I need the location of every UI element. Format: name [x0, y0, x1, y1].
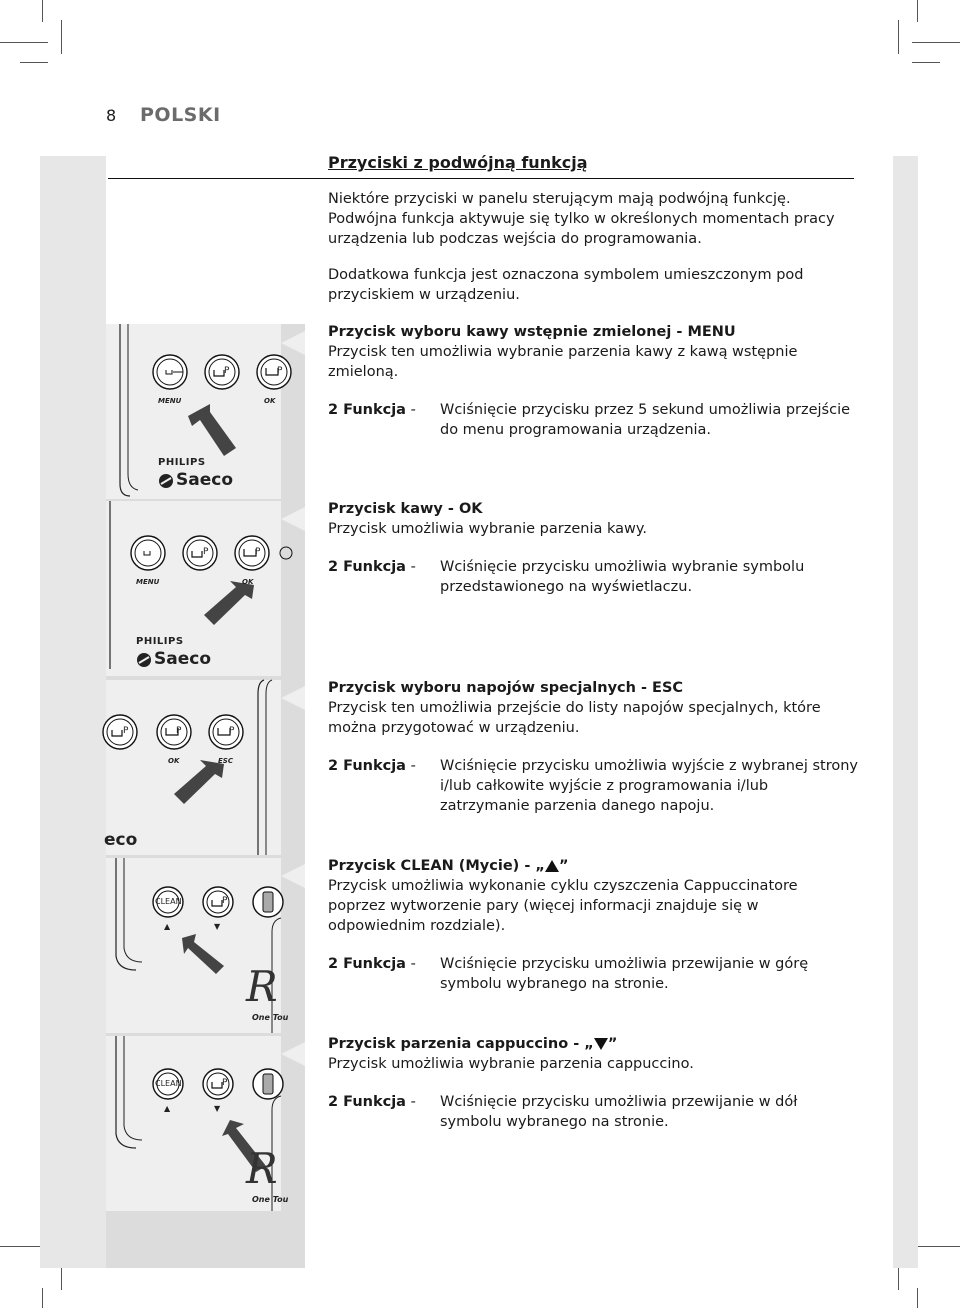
function-text: Wciśnięcie przycisku umożliwia przewijanie w dół symbolu wybranego na stronie.	[440, 1094, 798, 1130]
button-description: Przycisk ten umożliwia przejście do listy napojów specjalnych, które można przygotować w urządzeniu.	[328, 700, 821, 736]
triangle-up-icon: ▲	[164, 922, 171, 931]
saeco-logo-icon: Saeco	[154, 649, 212, 669]
button-block-esc	[328, 678, 858, 816]
illustration-panel-menu	[106, 324, 281, 499]
p-label: P	[222, 896, 228, 906]
menu-label: MENU	[158, 397, 182, 405]
philips-logo: PHILIPS	[158, 457, 206, 468]
function-text: Wciśnięcie przycisku przez 5 sekund umożliwia przejście do menu programowania urządzenia.	[440, 402, 851, 438]
function-text: Wciśnięcie przycisku umożliwia przewijanie w górę symbolu wybranego na stronie.	[440, 956, 809, 992]
r-logo: R	[246, 1144, 278, 1193]
intro-section	[328, 152, 858, 321]
arrow-icon	[188, 404, 236, 456]
clean-label: CLEAN	[155, 897, 182, 906]
left-margin-band	[40, 156, 106, 1268]
triangle-up-icon: ▲	[164, 1104, 171, 1113]
button-title: Przycisk wyboru kawy wstępnie zmielonej - MENU	[328, 324, 736, 340]
one-touch-label: One Tou	[252, 1013, 289, 1022]
function-text: Wciśnięcie przycisku umożliwia wybranie symbolu przedstawionego na wyświetlaczu.	[440, 559, 805, 595]
crop-mark	[61, 20, 62, 54]
clean-label: CLEAN	[155, 1079, 182, 1088]
second-function	[328, 1092, 858, 1132]
button-block-ok	[328, 499, 858, 597]
panel-pointer	[281, 507, 305, 531]
panel-pointer	[281, 331, 305, 355]
p-label: P	[176, 726, 182, 736]
language-heading: POLSKI	[140, 104, 221, 126]
p-label: P	[224, 366, 230, 376]
crop-mark	[912, 42, 960, 43]
crop-mark	[20, 62, 48, 63]
function-label: 2 Funkcja -	[328, 1094, 416, 1110]
button-title: Przycisk parzenia cappuccino - „ ”	[328, 1036, 618, 1052]
p-label: P	[203, 547, 209, 557]
second-function	[328, 557, 858, 597]
arrow-icon	[204, 581, 254, 625]
illustration-panel-cappuccino	[106, 1036, 289, 1211]
illustration-panel-ok	[106, 501, 281, 676]
panel-pointer	[281, 1042, 305, 1066]
section-title: Przyciski z podwójną funkcją	[328, 153, 588, 172]
function-label: 2 Funkcja -	[328, 559, 416, 575]
arrow-icon	[182, 934, 224, 974]
ok-label: OK	[264, 397, 276, 405]
triangle-down-icon: ▼	[214, 1104, 221, 1113]
button-title: Przycisk wyboru napojów specjalnych - ESC	[328, 680, 684, 696]
function-label: 2 Funkcja -	[328, 956, 416, 972]
button-title: Przycisk kawy - OK	[328, 501, 483, 517]
crop-mark	[0, 42, 48, 43]
panel-pointer	[281, 864, 305, 888]
illustration-panel-esc	[106, 680, 281, 855]
function-text: Wciśnięcie przycisku umożliwia wyjście z wybranej strony i/lub całkowite wyjście z programowania i/lub zatrzymanie parzenia danego napoju.	[440, 758, 859, 814]
button-description: Przycisk umożliwia wybranie parzenia cappuccino.	[328, 1056, 694, 1072]
one-touch-label: One Tou	[252, 1195, 289, 1204]
button-description: Przycisk umożliwia wykonanie cyklu czyszczenia Cappuccinatore poprzez wytworzenie pary (więcej informacji znajduje się w odpowiednim rozdziale).	[328, 878, 798, 934]
button-title: Przycisk CLEAN (Mycie) - „ ”	[328, 858, 569, 874]
p-label: P	[229, 726, 235, 736]
saeco-logo-icon	[136, 652, 152, 668]
right-margin-band	[893, 156, 918, 1268]
second-function	[328, 954, 858, 994]
button-block-clean	[328, 856, 858, 994]
crop-mark	[42, 1288, 43, 1308]
ok-label: OK	[168, 757, 180, 765]
menu-label: MENU	[136, 578, 160, 586]
button-description: Przycisk ten umożliwia wybranie parzenia kawy z kawą wstępnie zmieloną.	[328, 344, 798, 380]
page-number: 8	[106, 106, 117, 125]
crop-mark	[917, 1288, 918, 1308]
triangle-down-icon	[594, 1038, 608, 1050]
button-description: Przycisk umożliwia wybranie parzenia kawy.	[328, 521, 647, 537]
saeco-logo-icon	[158, 473, 174, 489]
function-label: 2 Funkcja -	[328, 402, 416, 418]
saeco-logo-partial: eco	[104, 830, 138, 850]
illustration-panel-clean	[106, 858, 289, 1033]
panel-pointer	[281, 686, 305, 710]
p-label: P	[222, 1078, 228, 1088]
arrow-icon	[174, 760, 224, 804]
crop-mark	[917, 0, 918, 22]
p-label: P	[277, 366, 283, 376]
crop-mark	[898, 20, 899, 54]
second-function	[328, 400, 858, 440]
esc-label: ESC	[218, 757, 233, 765]
crop-mark	[912, 62, 940, 63]
saeco-logo-icon: Saeco	[176, 470, 234, 490]
triangle-down-icon: ▼	[214, 922, 221, 931]
philips-logo: PHILIPS	[136, 636, 184, 647]
intro-paragraph: Dodatkowa funkcja jest oznaczona symbolem umieszczonym pod przyciskiem w urządzeniu.	[328, 267, 804, 303]
triangle-up-icon	[545, 860, 559, 872]
second-function	[328, 756, 858, 816]
section-rule	[108, 178, 854, 179]
button-block-menu	[328, 322, 858, 440]
p-label: P	[255, 547, 261, 557]
panel-drawing	[106, 680, 281, 855]
function-label: 2 Funkcja -	[328, 758, 416, 774]
button-block-cappuccino	[328, 1034, 858, 1132]
p-label: P	[123, 726, 129, 736]
r-logo: R	[246, 962, 278, 1011]
crop-mark	[42, 0, 43, 22]
intro-paragraph: Niektóre przyciski w panelu sterującym mają podwójną funkcję. Podwójna funkcja aktywuje się tylko w określonych momentach pracy urządzenia lub podczas wejścia do programowania.	[328, 191, 835, 247]
ok-label: OK	[242, 578, 254, 586]
crop-mark	[912, 1246, 960, 1247]
illustration-column-top	[106, 156, 305, 324]
